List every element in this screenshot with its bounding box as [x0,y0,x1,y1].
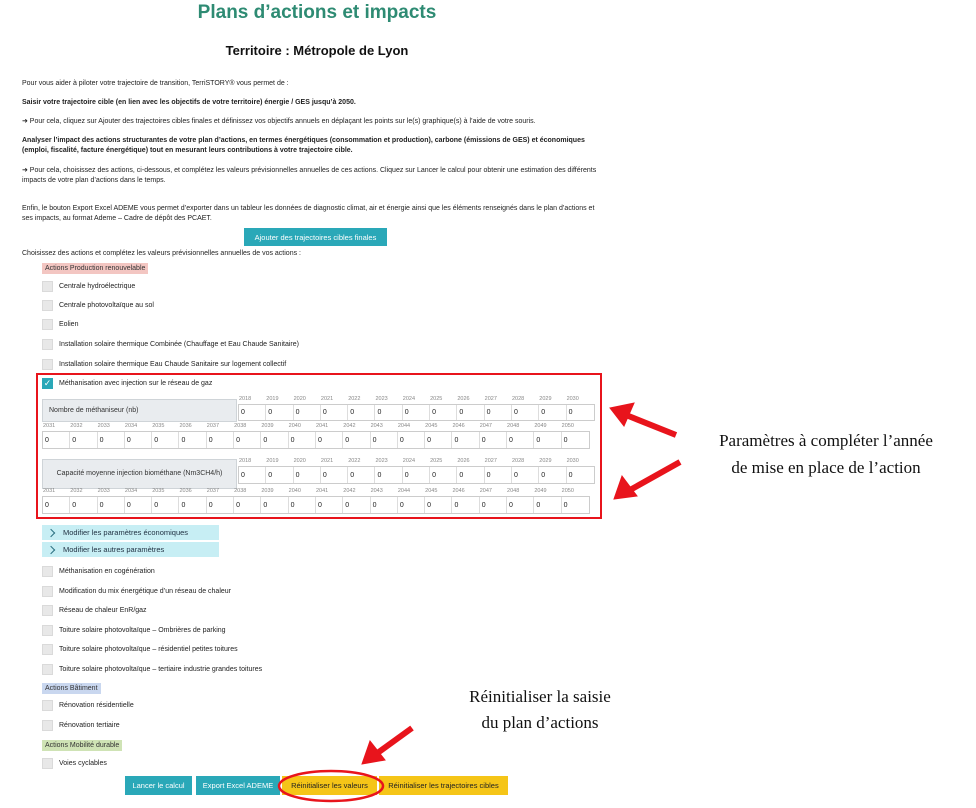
year-label: 2024 [402,458,416,464]
year-label: 2044 [397,423,411,429]
year-value-input[interactable]: 0 [98,497,125,513]
year-label: 2024 [402,396,416,402]
year-label: 2038 [234,488,247,494]
action-label: Eolien [59,321,79,328]
action-label: Modification du mix énergétique d’un réseau de chaleur [59,588,231,595]
expander-label: Modifier les autres paramètres [63,545,165,554]
year-value-input[interactable]: 0 [457,467,484,483]
year-value-input[interactable]: 0 [568,409,573,416]
intro-p5: ➜ Pour cela, choisissez des actions, ci-dessous, et complétez les valeurs prévisionnelles annuelles de ces actions. Cliquez sur Lancer le calcul pour obtenir une estimation des différents impacts de votre plan d’actions dans le temps. [22,167,597,184]
year-label: 2030 [566,396,579,402]
year-label: 2047 [479,488,492,494]
year-value-input[interactable]: 0 [375,405,402,420]
arrow-to-reset [376,728,412,754]
reset-trajectories-button[interactable]: Réinitialiser les trajectoires cibles [379,776,508,795]
annotation-params-line1: Paramètres à compléter l’année [719,431,933,450]
year-value-input[interactable]: 0 [207,497,234,513]
year-value-input[interactable]: 0 [289,497,316,513]
year-label: 2040 [288,488,301,494]
year-label: 2035 [152,488,165,494]
year-label: 2020 [293,458,306,464]
year-label: 2031 [43,423,56,429]
year-label: 2049 [534,423,547,429]
year-value-input[interactable]: 0 [568,471,573,479]
year-label: 2030 [566,458,579,464]
action-label: Installation solaire thermique Eau Chaude Sanitaire sur logement collectif [59,361,287,368]
year-value-input[interactable]: 0 [321,467,348,483]
year-value-input[interactable]: 0 [98,432,125,448]
year-label: 2036 [179,488,192,494]
year-value-input[interactable]: 0 [512,467,539,483]
year-value-input[interactable]: 0 [430,467,457,483]
arrow-to-param2 [630,462,680,490]
year-label: 2025 [430,396,443,402]
year-label: 2039 [261,488,274,494]
year-label: 2018 [239,396,252,402]
year-value-input[interactable]: 0 [452,432,479,448]
year-label: 2045 [425,488,438,494]
year-label: 2037 [206,488,220,494]
year-label: 2034 [124,423,138,429]
year-label: 2028 [511,396,525,402]
year-label: 2034 [124,488,138,494]
year-value-input[interactable]: 0 [152,497,179,513]
year-label: 2044 [397,488,411,494]
category-mobilite-label: Actions Mobilité durable [42,740,122,751]
year-label: 2019 [266,458,279,464]
year-label: 2047 [479,423,492,429]
run-calculation-button[interactable]: Lancer le calcul [125,776,192,795]
reset-values-button[interactable]: Réinitialiser les valeurs [282,776,377,795]
year-label: 2048 [507,488,520,494]
year-value-input[interactable]: 0 [261,432,288,448]
year-value-input[interactable]: 0 [507,497,534,513]
year-label: 2036 [179,423,192,429]
intro-p2: Saisir votre trajectoire cible (en lien avec les objectifs de votre territoire) énergie / GES jusqu’à 2050. [22,99,356,106]
page-title: Plans d’actions et impacts [197,2,437,23]
year-label: 2050 [561,423,574,429]
year-value-input[interactable]: 0 [398,432,425,448]
year-label: 2022 [348,396,361,402]
year-value-input[interactable]: 0 [398,497,425,513]
territory-subtitle: Territoire : Métropole de Lyon [225,43,409,58]
year-value-input[interactable]: 0 [316,497,343,513]
action-label: Méthanisation en cogénération [59,568,155,575]
year-value-input[interactable]: 0 [43,432,70,448]
year-value-input[interactable]: 0 [539,467,566,483]
year-value-input[interactable]: 0 [425,432,452,448]
choose-actions-label: Choisissez des actions et complétez les valeurs prévisionnelles annuelles de vos actions : [22,250,301,257]
year-value-input[interactable]: 0 [179,432,206,448]
year-value-input[interactable]: 0 [294,405,321,420]
year-value-input[interactable]: 0 [289,432,316,448]
year-label: 2019 [266,396,279,402]
year-value-input[interactable]: 0 [70,432,97,448]
year-label: 2039 [261,423,274,429]
year-value-input[interactable]: 0 [371,432,398,448]
year-value-input[interactable]: 0 [207,432,234,448]
year-label: 2032 [70,423,83,429]
intro-p6: Enfin, le bouton Export Excel ADEME vous permet d’exporter dans un tableur les données de diagnostic climat, air et énergie ainsi que les éléments renseignés dans le plan d’actions et ses impacts, au format Ademe – Cadre de dépôt des PCAET. [22,205,595,222]
expander-label: Modifier les paramètres économiques [63,528,189,537]
year-label: 2018 [239,458,252,464]
year-value-input[interactable]: 0 [512,405,539,420]
year-label: 2027 [484,396,497,402]
year-label: 2026 [457,458,470,464]
checked-checkbox[interactable]: ✓ [43,378,52,388]
year-value-input[interactable]: 0 [485,405,512,420]
category-batiment-label: Actions Bâtiment [42,683,101,694]
year-value-input[interactable]: 0 [266,405,293,420]
year-label: 2021 [320,396,334,402]
year-label: 2037 [206,423,220,429]
intro-p3: ➜ Pour cela, cliquez sur Ajouter des trajectoires cibles finales et définissez vos objectifs annuels en déplaçant les points sur le(s) graphique(s) à l’aide de votre souris. [22,118,536,125]
year-label: 2043 [370,488,383,494]
action-label: Rénovation résidentielle [59,702,134,709]
action-label: Méthanisation avec injection sur le réseau de gaz [59,380,213,387]
action-label: Centrale photovoltaïque au sol [59,302,154,309]
year-label: 2020 [293,396,306,402]
year-value-input[interactable]: 0 [343,432,370,448]
year-label: 2050 [561,488,574,494]
year-value-input[interactable]: 0 [239,467,266,483]
year-value-input[interactable]: 0 [43,497,70,513]
param-label-biomethane-capacity: Capacité moyenne injection biométhane (Nm3CH4/h) [42,459,237,489]
annotation-reset-line1: Réinitialiser la saisie [469,687,611,706]
year-value-input[interactable]: 0 [534,497,561,513]
year-label: 2038 [234,423,247,429]
year-label: 2023 [375,458,388,464]
year-value-input[interactable]: 0 [125,497,152,513]
action-label: Rénovation tertiaire [59,722,120,729]
year-label: 2023 [375,396,388,402]
intro-p4: Analyser l’impact des actions structurantes de votre plan d’actions, en termes énergétiques (consommation et production), carbone (émissions de GES) et économiques (emploi, fiscalité, facture énergétique) tout en mesurant leurs contributions à votre trajectoire cible. [22,137,585,154]
year-value-input[interactable]: 0 [70,497,97,513]
year-label: 2049 [534,488,547,494]
export-excel-button[interactable]: Export Excel ADEME [196,776,280,795]
year-value-input[interactable]: 0 [457,405,484,420]
param-label-methaniseur-count: Nombre de méthaniseur (nb) [42,399,237,422]
intro-p1: Pour vous aider à piloter votre trajectoire de transition, TerriSTORY® vous permet de : [22,80,289,87]
year-value-input[interactable]: 0 [266,467,293,483]
year-value-input[interactable]: 0 [234,432,261,448]
year-value-input[interactable]: 0 [403,467,430,483]
year-value-input[interactable]: 0 [179,497,206,513]
year-value-input[interactable]: 0 [152,432,179,448]
year-value-input[interactable]: 0 [239,405,266,420]
year-value-input[interactable]: 0 [563,501,568,509]
year-value-input[interactable]: 0 [348,467,375,483]
year-label: 2046 [452,488,465,494]
year-label: 2021 [320,458,334,464]
year-value-input[interactable]: 0 [343,497,370,513]
add-trajectories-button[interactable]: Ajouter des trajectoires cibles finales [244,228,387,246]
action-label: Installation solaire thermique Combinée (Chauffage et Eau Chaude Sanitaire) [59,341,299,348]
year-value-input[interactable]: 0 [125,432,152,448]
year-value-input[interactable]: 0 [507,432,534,448]
year-label: 2042 [343,488,356,494]
year-label: 2031 [43,488,56,494]
year-value-input[interactable]: 0 [294,467,321,483]
action-label: Toiture solaire photovoltaïque – tertiaire industrie grandes toitures [59,666,263,673]
action-label: Réseau de chaleur EnR/gaz [59,607,147,614]
year-label: 2027 [484,458,497,464]
year-label: 2040 [288,423,301,429]
year-label: 2029 [539,396,552,402]
year-value-input[interactable]: 0 [261,497,288,513]
year-label: 2033 [97,423,110,429]
annotation-params-line2: de mise en place de l’action [731,458,921,477]
action-label: Toiture solaire photovoltaïque – résidentiel petites toitures [59,646,238,653]
year-label: 2041 [315,423,329,429]
year-label: 2029 [539,458,552,464]
year-label: 2032 [70,488,83,494]
year-label: 2046 [452,423,465,429]
year-value-input[interactable]: 0 [534,432,561,448]
year-value-input[interactable]: 0 [348,405,375,420]
year-value-input[interactable]: 0 [480,497,507,513]
year-label: 2028 [511,458,525,464]
year-value-input[interactable]: 0 [452,497,479,513]
year-value-input[interactable]: 0 [425,497,452,513]
year-value-input[interactable]: 0 [485,467,512,483]
year-label: 2022 [348,458,361,464]
category-production-label: Actions Production renouvelable [42,263,148,274]
year-value-input[interactable]: 0 [371,497,398,513]
year-value-input[interactable]: 0 [430,405,457,420]
annotation-reset-line2: du plan d’actions [481,713,599,732]
year-label: 2035 [152,423,165,429]
year-value-input[interactable]: 0 [539,405,566,420]
year-label: 2025 [430,458,443,464]
year-label: 2048 [507,423,520,429]
arrow-to-param1 [626,415,676,435]
action-label: Toiture solaire photovoltaïque – Ombrières de parking [59,627,226,634]
year-label: 2045 [425,423,438,429]
year-label: 2033 [97,488,110,494]
year-label: 2042 [343,423,356,429]
year-value-input[interactable]: 0 [480,432,507,448]
year-value-input[interactable]: 0 [375,467,402,483]
action-label: Voies cyclables [59,760,107,767]
year-label: 2026 [457,396,470,402]
year-value-input[interactable]: 0 [403,405,430,420]
year-value-input[interactable]: 0 [316,432,343,448]
year-label: 2043 [370,423,383,429]
year-value-input[interactable]: 0 [234,497,261,513]
year-label: 2041 [315,488,329,494]
year-value-input[interactable]: 0 [563,436,568,444]
action-label: Centrale hydroélectrique [59,283,136,290]
year-value-input[interactable]: 0 [321,405,348,420]
